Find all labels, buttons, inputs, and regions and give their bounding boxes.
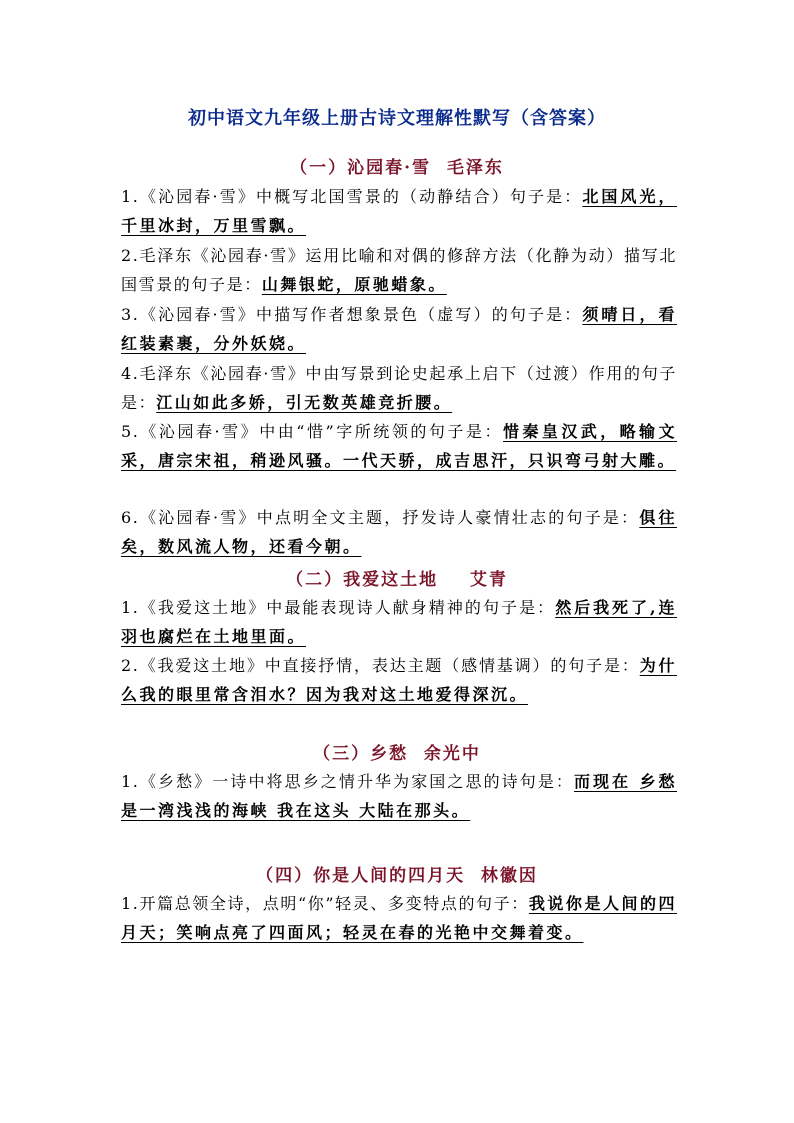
question-item xyxy=(121,360,677,417)
question-item xyxy=(121,890,677,947)
question-text: 2.《我爱这土地》中直接抒情，表达主题（感情基调）的句子是： xyxy=(121,656,640,675)
question-item xyxy=(121,652,677,709)
question-item xyxy=(121,768,677,825)
section-heading: （三）乡愁 余光中 xyxy=(313,744,481,764)
question-text: 6.《沁园春·雪》中点明全文主题，抒发诗人豪情壮志的句子是： xyxy=(121,508,640,527)
section-heading: （四）你是人间的四月天 林徽因 xyxy=(256,866,538,886)
section-heading: （一）沁园春·雪 毛泽东 xyxy=(290,158,504,178)
answer-text: 我说你是人间的四月天；笑响点亮了四面风；轻灵在春的光艳中交舞着变。 xyxy=(121,894,677,942)
question-text: 1.《沁园春·雪》中概写北国雪景的（动静结合）句子是： xyxy=(121,187,583,206)
question-text: 1.《我爱这土地》中最能表现诗人献身精神的句子是： xyxy=(121,598,556,617)
question-item xyxy=(121,183,677,240)
answer-text: 江山如此多娇，引无数英雄竞折腰。 xyxy=(156,392,453,412)
answer-text: 然后我死了,连羽也腐烂在土地里面。 xyxy=(121,598,677,646)
answer-text: 为什么我的眼里常含泪水？因为我对这土地爱得深沉。 xyxy=(121,656,677,704)
section-heading: （二）我爱这土地 艾青 xyxy=(286,570,508,590)
question-item xyxy=(121,418,677,475)
question-item xyxy=(121,504,677,561)
answer-text: 须晴日，看红装素裹，分外妖娆。 xyxy=(121,305,677,353)
answer-text: 山舞银蛇，原驰蜡象。 xyxy=(261,274,447,294)
question-text: 2.毛泽东《沁园春·雪》运用比喻和对偶的修辞方法（化静为动）描写北国雪景的句子是： xyxy=(121,246,677,294)
answer-text: 北国风光，千里冰封，万里雪飘。 xyxy=(121,187,677,235)
question-text: 1.开篇总领全诗，点明“你”轻灵、多变特点的句子： xyxy=(121,894,529,913)
question-item xyxy=(121,301,677,358)
question-item xyxy=(121,594,677,651)
question-text: 5.《沁园春·雪》中由“惜”字所统领的句子是： xyxy=(121,422,504,441)
answer-text: 惜秦皇汉武，略输文采，唐宗宋祖，稍逊风骚。一代天骄，成吉思汗，只识弯弓射大雕。 xyxy=(121,422,677,470)
question-text: 3.《沁园春·雪》中描写作者想象景色（虚写）的句子是： xyxy=(121,305,583,324)
question-item xyxy=(121,242,677,299)
question-text: 1.《乡愁》一诗中将思乡之情升华为家国之思的诗句是： xyxy=(121,772,574,791)
document-title: 初中语文九年级上册古诗文理解性默写（含答案） xyxy=(188,108,606,129)
answer-text: 俱往矣，数风流人物，还看今朝。 xyxy=(121,508,677,556)
question-text: 4.毛泽东《沁园春·雪》中由写景到论史起承上启下（过渡）作用的句子是： xyxy=(121,364,677,412)
answer-text: 而现在 乡愁是一湾浅浅的海峡 我在这头 大陆在那头。 xyxy=(121,772,677,820)
